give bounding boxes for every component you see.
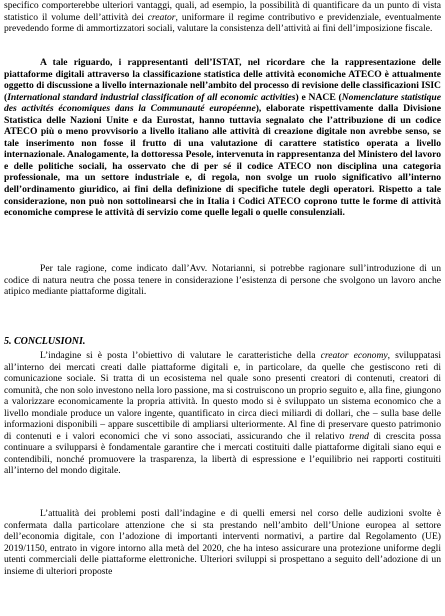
paragraph-4: L’indagine si è posta l’obiettivo di valutare le caratteristiche della creator economy, sviluppatasi all’interno dei mercati creati dalle piattaforme digitali e, in particolare, da quelle che gestiscono reti di comunicazione sociale. Si tratta di un ecosistema nel quale sono presenti creatori di contenuti, creatori di comunità, che non solo investono nella loro passione, ma si costruiscono un proprio seguito e, alla fine, giungono a valorizzare economicamente la propria attività. In questo modo si è sviluppato un sistema economico che a livello mondiale produce un valore ingente, quantificato in circa dieci miliardi di dollari, che – sulla base delle informazioni disponibili – appare suscettibile di ampliarsi ulteriormente. Al fine di preservare questo patrimonio di contenuti e i valori economici che vi sono associati, assicurando che il relativo trend di crescita possa continuare a svilupparsi è fondamentale garantire che i mercati costituiti dalle piattaforme digitali siano equi e contendibili, nonché promuovere la trasparenza, la libertà di espressione e l’equilibrio nei rapporti costituiti all’interno del mondo digitale.	[4, 350, 441, 477]
paragraph-2: A tale riguardo, i rappresentanti dell’ISTAT, nel ricordare che la rappresentazione delle piattaforme digitali attraverso la classificazione statistica delle attività economiche ATECO è attualmente oggetto di discussione a livello internazionale nell’ambito del processo di revisione delle classificazioni ISIC (International standard industrial classification of all economic activities) e NACE (Nomenclature statistique des activités économiques dans la Communauté européenne), elaborate rispettivamente dalla Divisione Statistica delle Nazioni Unite e da Eurostat, hanno tuttavia segnalato che l’attribuzione di un codice ATECO più o meno provvisorio a livello italiano alle attività di creazione digitale non avrebbe senso, se tale inserimento non fosse il frutto di una valutazione di carattere statistico operata a livello internazionale. Analogamente, la dottoressa Pesole, intervenuta in rappresentanza del Ministero del lavoro e delle politiche sociali, ha osservato che di per sé il codice ATECO non disciplina una categoria professionale, ma un settore industriale e, di regola, non svolge un ruolo significativo all’interno dell’ordinamento giuridico, ai fini della definizione di specifiche tutele degli operatori. Rispetto a tale considerazione, non può non sottolinearsi che in Italia i Codici ATECO coprono tutte le forme di attività economiche comprese le attività di servizio come quelle legali o quelle consulenziali.	[4, 57, 442, 219]
section-heading: 5. CONCLUSIONI.	[4, 336, 86, 347]
paragraph-3: Per tale ragione, come indicato dall’Avv. Notarianni, si potrebbe ragionare sull’introduzione di un codice di natura neutra che possa tenere in considerazione l’esistenza di persone che svolgono un lavoro anche atipico mediante piattaforme digitali.	[4, 263, 441, 298]
paragraph-5: L’attualità dei problemi posti dall’indagine e di quelli emersi nel corso delle audizioni svolte è confermata dalla particolare attenzione che si sta prestando nell’ambito dell’Unione europea al settore dell’economia digitale, con l’adozione di importanti interventi normativi, a partire dal Regolamento (UE) 2019/1150, entrato in vigore intorno alla metà del 2020, che ha inteso assicurare una protezione uniforme degli utenti commerciali delle piattaforme elettroniche. Ulteriori sviluppi si prospettano a seguito dell’adozione di un insieme di ulteriori proposte	[4, 508, 441, 577]
paragraph-1: specifico comporterebbe ulteriori vantaggi, quali, ad esempio, la possibilità di quantificare da un punto di vista statistico il volume dell’attività dei creator, uniformare il regime contributivo e previdenziale, eventualmente prevedendo forme di ammortizzatori sociali, valutare la consistenza dell’attività ai fini dell’imposizione fiscale.	[4, 0, 441, 35]
